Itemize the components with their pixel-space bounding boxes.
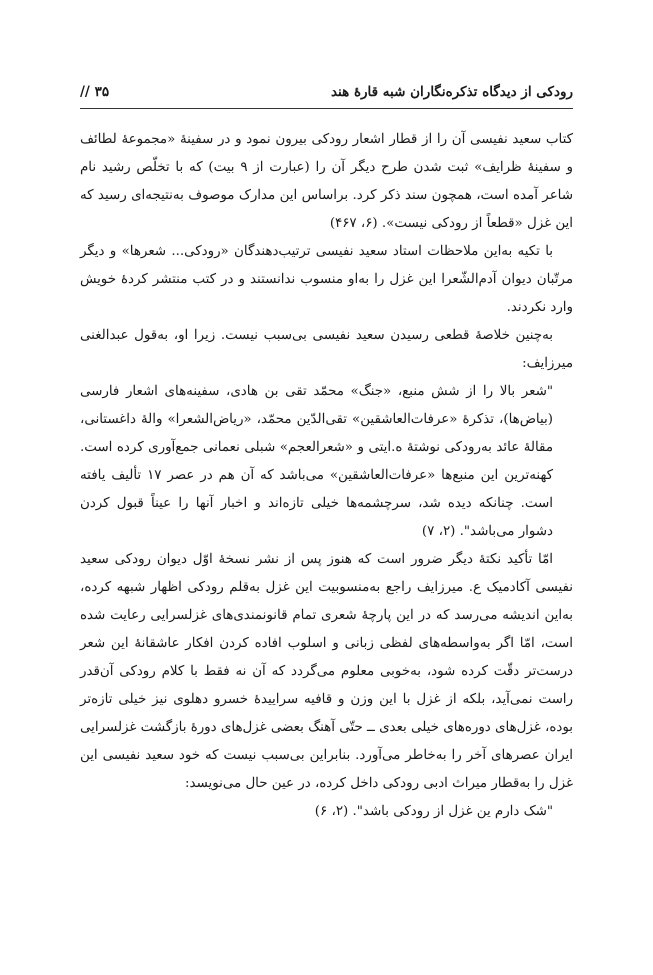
paragraph: به‌چنین خلاصهٔ قطعی رسیدن سعید نفیسی بی‌سبب نیست. زیرا او، به‌قول عبدالغنی میرزایف: — [80, 328, 573, 371]
header-rule — [80, 108, 573, 109]
page-number: ۳۵ // — [80, 84, 110, 100]
page-header — [80, 80, 573, 104]
paragraph: امّا تأکید نکتهٔ دیگر ضرور است که هنوز پس از نشر نسخهٔ اوّل دیوان رودکی سعید نفیسی آکادمیک ع. میرزایف راجع به‌منسوبیت این غزل به‌قلم رودکی اظهار شبهه کرده، به‌این اندیشه می‌رسد که در این پارچهٔ شعری تمام قانونمندی‌های غزلسرایی رعایت شده است، امّا اگر به‌واسطه‌های لفظی زبانی و اسلوب افاده کردن افکار عاشقانهٔ این شعر درست‌تر دقّت کرده شود، به‌خوبی معلوم می‌گردد که آن نه فقط با کلام رودکی آن‌قدر راست نمی‌آید، بلکه از غزل با این وزن و قافیه سراییدهٔ خسرو دهلوی نیز خیلی تازه‌تر بوده، غزل‌های دوره‌های خیلی بعدی ــ حتّی آهنگ بعضی غزل‌های دورهٔ بازگشت غزلسرایی ایران عصرهای آخر را به‌خاطر می‌آورد. بنابراین بی‌سبب نیست که خود سعید نفیسی این غزل را به‌قطار میراث ادبی رودکی داخل کرده، در عین حال می‌نویسد: — [80, 552, 573, 791]
block-quote: "شعر بالا را از شش منبع، «جنگ» محمّد تقی بن هادی، سفینه‌های اشعار فارسی (بیاض‌ها)، تذکرهٔ «عرفات‌العاشقین» تقی‌الدّین محمّد، «ریاض‌الشعرا» والهٔ داغستانی، مقالهٔ عائد به‌رودکی نوشتهٔ ه.ایتی و «شعرالعجم» شبلی نعمانی جمع‌آوری کرده است. کهنه‌ترین این منبع‌ها «عرفات‌العاشقین» می‌باشد که آن هم در عصر ۱۷ تألیف یافته است. چنانکه دیده شد، سرچشمه‌ها خیلی تازه‌اند و اخبار آنها را عیناً قبول کردن دشوار می‌باشد". (۲، ۷) — [80, 384, 554, 539]
paragraph: کتاب سعید نفیسی آن را از قطار اشعار رودکی بیرون نمود و در سفینهٔ «مجموعهٔ لطائف و سفینهٔ ظرایف» ثبت شدن طرح دیگر آن را (عبارت از ۹ بیت) که با تخلّص رشید نام شاعر آمده است، همچون سند ذکر کرد. براساس این مدارک موصوف به‌نتیجه‌ای رسید که این غزل «قطعاً از رودکی نیست». (۶، ۴۶۷) — [80, 132, 573, 231]
block-quote: "شک دارم ین غزل از رودکی باشد". (۲، ۶) — [314, 804, 553, 819]
body-text — [80, 126, 573, 826]
running-title: رودکی از دیدگاه تذکره‌نگاران شبه قارهٔ هند — [330, 84, 573, 100]
paragraph: با تکیه به‌این ملاحظات استاد سعید نفیسی ترتیب‌دهندگان «رودکی... شعرها» و دیگر مرتّبان دیوان آدم‌الشّعرا این غزل را به‌او منسوب ندانستند و در کتب منتشر کردهٔ خویش وارد نکردند. — [80, 244, 573, 315]
